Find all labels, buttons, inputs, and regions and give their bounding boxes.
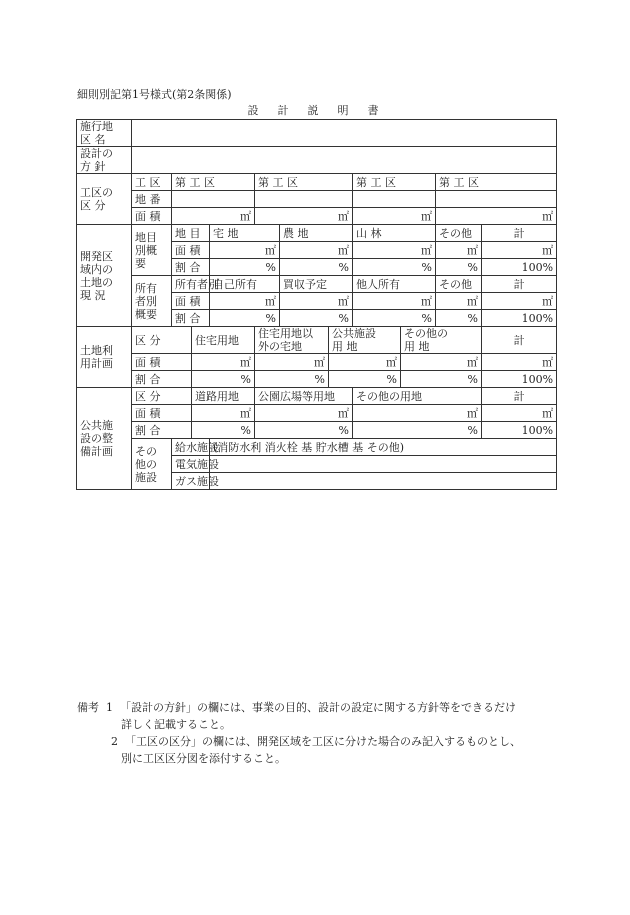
shoyu-ratio-label: 割 合 bbox=[172, 310, 210, 327]
area-cell[interactable]: ㎡ bbox=[436, 242, 482, 259]
tochi-kubun: 区 分 bbox=[132, 327, 192, 354]
area-cell[interactable]: ㎡ bbox=[255, 354, 329, 371]
chimoku-label: 地目 別概 要 bbox=[132, 225, 172, 276]
chiban-label: 地 番 bbox=[132, 191, 172, 208]
koukyo-area-label: 面 積 bbox=[132, 405, 192, 422]
policy-label: 設計の 方 針 bbox=[77, 147, 132, 174]
kaihatsu-label: 開発区 域内の 土地の 現 況 bbox=[77, 225, 132, 327]
area-cell[interactable]: ㎡ bbox=[210, 293, 280, 310]
area-cell[interactable]: ㎡ bbox=[482, 405, 557, 422]
area-cell[interactable]: ㎡ bbox=[210, 242, 280, 259]
tochi-col: 住宅用地 bbox=[192, 327, 255, 354]
area-cell[interactable]: ㎡ bbox=[482, 242, 557, 259]
chimoku-col: 宅 地 bbox=[210, 225, 280, 242]
area-cell[interactable]: ㎡ bbox=[280, 242, 353, 259]
ratio-cell[interactable]: % bbox=[280, 259, 353, 276]
area-cell[interactable]: ㎡ bbox=[436, 293, 482, 310]
chimoku-ratio-label: 割 合 bbox=[172, 259, 210, 276]
other-facilities-label: その 他の 施設 bbox=[132, 439, 172, 490]
tochi-col: 公共施設 用 地 bbox=[329, 327, 401, 354]
tochi-ratio-label: 割 合 bbox=[132, 371, 192, 388]
area-cell[interactable]: ㎡ bbox=[353, 242, 436, 259]
title-char: 説 bbox=[307, 104, 319, 117]
shoyu-col: その他 bbox=[436, 276, 482, 293]
note-1-cont: 詳しく記載すること。 bbox=[121, 718, 231, 731]
tochi-col: 計 bbox=[482, 327, 557, 354]
ratio-cell[interactable]: % bbox=[280, 310, 353, 327]
koukyo-col: その他の用地 bbox=[353, 388, 482, 405]
shoyu-header: 所有者別 bbox=[172, 276, 210, 293]
chimoku-area-label: 面 積 bbox=[172, 242, 210, 259]
ratio-cell[interactable]: % bbox=[353, 422, 482, 439]
kouku-col: 第 工 区 bbox=[436, 174, 557, 191]
chimoku-col: 計 bbox=[482, 225, 557, 242]
note-2: 2 「工区の区分」の欄には、開発区域を工区に分けた場合のみ記入するものとし、 bbox=[111, 735, 521, 748]
shoyu-col: 他人所有 bbox=[353, 276, 436, 293]
elec-value[interactable] bbox=[210, 456, 557, 473]
koukyo-col: 道路用地 bbox=[192, 388, 255, 405]
chimoku-col: 山 林 bbox=[353, 225, 436, 242]
explanation-table bbox=[76, 119, 557, 490]
area-cell[interactable]: ㎡ bbox=[482, 293, 557, 310]
area-cell[interactable]: ㎡ bbox=[353, 208, 436, 225]
note-2-cont: 別に工区区分図を添付すること。 bbox=[121, 752, 286, 765]
shoyu-area-label: 面 積 bbox=[172, 293, 210, 310]
chiban-cell[interactable] bbox=[172, 191, 255, 208]
title-char: 書 bbox=[367, 104, 379, 117]
ratio-cell[interactable]: % bbox=[436, 310, 482, 327]
shoyu-col: 買収予定 bbox=[280, 276, 353, 293]
note-1: 備考 1 「設計の方針」の欄には、事業の目的、設計の設定に関する方針等をできるだけ bbox=[77, 701, 516, 714]
ratio-cell[interactable]: % bbox=[353, 259, 436, 276]
tochi-col: その他の 用 地 bbox=[401, 327, 482, 354]
ratio-total: 100% bbox=[482, 422, 557, 439]
kouku-area-label: 面 積 bbox=[132, 208, 172, 225]
title-char: 計 bbox=[277, 104, 289, 117]
kouku-label: 工区の 区 分 bbox=[77, 174, 132, 225]
area-cell[interactable]: ㎡ bbox=[192, 405, 255, 422]
chimoku-header: 地 目 bbox=[172, 225, 210, 242]
area-cell[interactable]: ㎡ bbox=[329, 354, 401, 371]
kouku-col: 第 工 区 bbox=[255, 174, 353, 191]
water-label: 給水施設 bbox=[172, 439, 210, 456]
ratio-total: 100% bbox=[482, 310, 557, 327]
ratio-cell[interactable]: % bbox=[192, 422, 255, 439]
area-cell[interactable]: ㎡ bbox=[482, 354, 557, 371]
kouku-header: 工 区 bbox=[132, 174, 172, 191]
shoyu-col: 計 bbox=[482, 276, 557, 293]
kouku-col: 第 工 区 bbox=[353, 174, 436, 191]
ratio-cell[interactable]: % bbox=[401, 371, 482, 388]
ratio-cell[interactable]: % bbox=[329, 371, 401, 388]
area-cell[interactable]: ㎡ bbox=[401, 354, 482, 371]
title-char: 設 bbox=[247, 104, 259, 117]
area-cell[interactable]: ㎡ bbox=[353, 293, 436, 310]
gas-label: ガス施設 bbox=[172, 473, 210, 490]
chiban-cell[interactable] bbox=[436, 191, 557, 208]
ratio-cell[interactable]: % bbox=[353, 310, 436, 327]
area-cell[interactable]: ㎡ bbox=[436, 208, 557, 225]
chimoku-col: その他 bbox=[436, 225, 482, 242]
ratio-cell[interactable]: % bbox=[255, 371, 329, 388]
gas-value[interactable] bbox=[210, 473, 557, 490]
koukyo-kubun: 区 分 bbox=[132, 388, 192, 405]
area-cell[interactable]: ㎡ bbox=[172, 208, 255, 225]
ratio-cell[interactable]: % bbox=[255, 422, 353, 439]
elec-label: 電気施設 bbox=[172, 456, 210, 473]
tochi-area-label: 面 積 bbox=[132, 354, 192, 371]
title-char: 明 bbox=[337, 104, 349, 117]
area-cell[interactable]: ㎡ bbox=[255, 405, 353, 422]
policy-value[interactable] bbox=[132, 147, 557, 174]
shoyu-label: 所有 者別 概要 bbox=[132, 276, 172, 327]
chiban-cell[interactable] bbox=[255, 191, 353, 208]
document-title bbox=[238, 104, 438, 118]
site-value[interactable] bbox=[132, 120, 557, 147]
area-cell[interactable]: ㎡ bbox=[353, 405, 482, 422]
ratio-total: 100% bbox=[482, 371, 557, 388]
kouku-col: 第 工 区 bbox=[172, 174, 255, 191]
ratio-cell[interactable]: % bbox=[436, 259, 482, 276]
chiban-cell[interactable] bbox=[353, 191, 436, 208]
koukyo-col: 計 bbox=[482, 388, 557, 405]
notes bbox=[77, 699, 557, 767]
koukyo-label: 公共施 設の整 備計画 bbox=[77, 388, 132, 490]
form-label: 細則別記第1号様式(第2条関係) bbox=[77, 88, 232, 101]
ratio-total: 100% bbox=[482, 259, 557, 276]
shoyu-col: 自己所有 bbox=[210, 276, 280, 293]
site-label: 施行地 区 名 bbox=[77, 120, 132, 147]
water-detail[interactable]: (消防水利 消火栓 基 貯水槽 基 その他) bbox=[210, 439, 557, 456]
chimoku-col: 農 地 bbox=[280, 225, 353, 242]
ratio-cell[interactable]: % bbox=[192, 371, 255, 388]
ratio-cell[interactable]: % bbox=[210, 259, 280, 276]
koukyo-col: 公園広場等用地 bbox=[255, 388, 353, 405]
area-cell[interactable]: ㎡ bbox=[255, 208, 353, 225]
koukyo-ratio-label: 割 合 bbox=[132, 422, 192, 439]
area-cell[interactable]: ㎡ bbox=[280, 293, 353, 310]
area-cell[interactable]: ㎡ bbox=[192, 354, 255, 371]
tochi-label: 土地利 用計画 bbox=[77, 327, 132, 388]
tochi-col: 住宅用地以 外の宅地 bbox=[255, 327, 329, 354]
ratio-cell[interactable]: % bbox=[210, 310, 280, 327]
